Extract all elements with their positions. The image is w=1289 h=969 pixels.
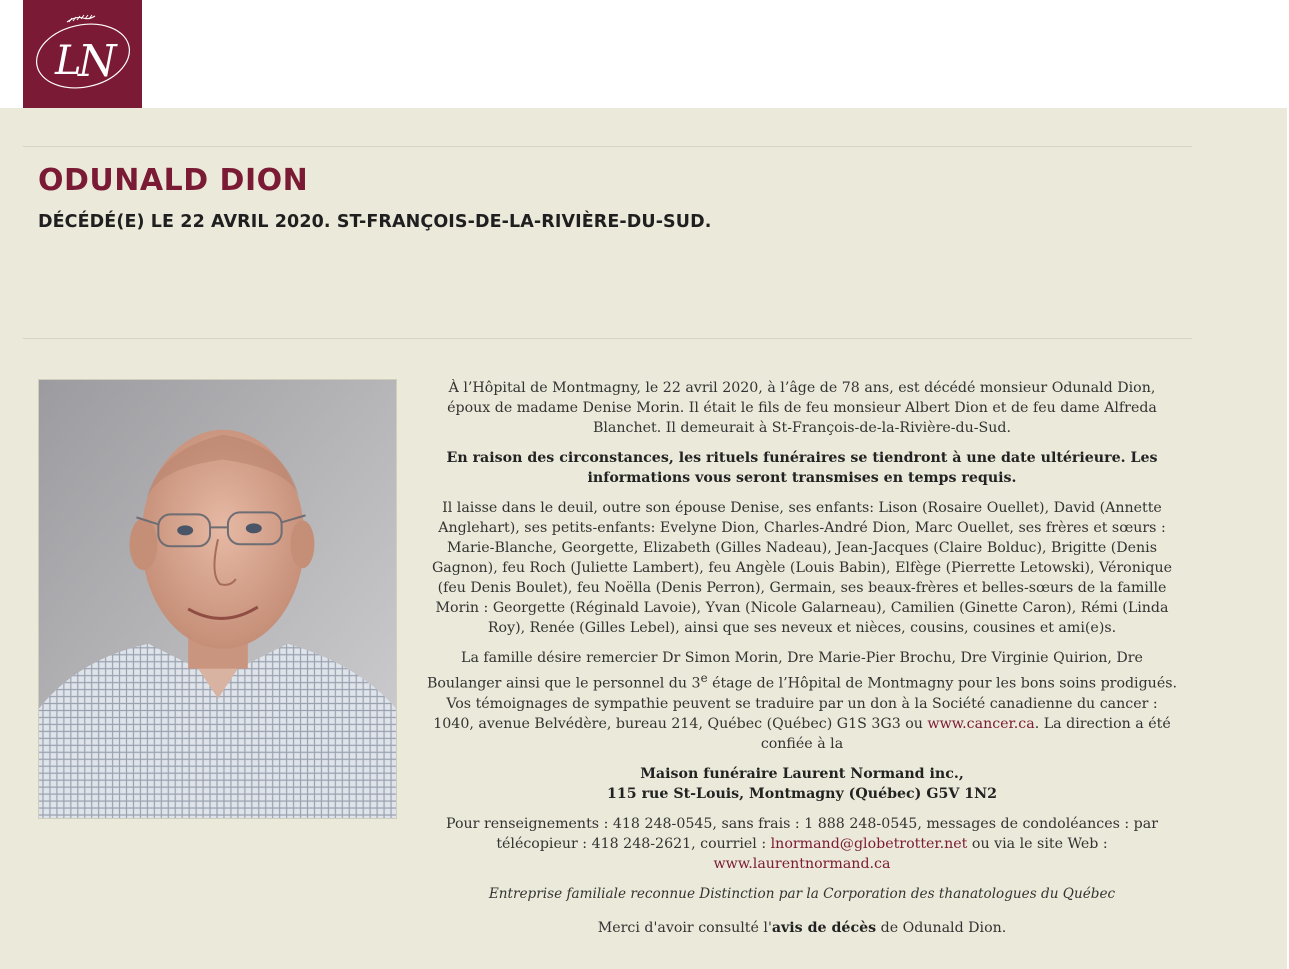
obituary-family: Il laisse dans le deuil, outre son épouse Denise, ses enfants: Lison (Rosaire Ouellet), David (Annette Anglehart), ses petits-enfants: Evelyne Dion, Charles-André Dion, Marc Ouellet, ses frères et sœurs : Marie-Blanche, Georgette, Elizabeth (Gilles Nadeau), Jean-Jacques (Claire Bolduc), Brigitte (Denis Gagnon), feu Roch (Juliette Lambert), feu Angèle (Louis Babin), Elfège (Pierrette Letowski), Véronique (feu Denis Boulet), feu Noëlla (Denis Perron), Germain, ses beaux-frères et belles-sœurs de la famille Morin : Georgette (Réginald Lavoie), Yvan (Nicole Galarneau), Camilien (Ginette Caron), Rémi (Linda Roy), Renée (Gilles Lebel), ainsi que ses neveux et nièces, cousins, cousines et ami(e)s.: [431, 500, 1173, 636]
email-link[interactable]: lnormand@globetrotter.net: [770, 835, 968, 852]
contact-text-a: Pour renseignements : 418 248-0545, sans frais : 1 888 248-0545, messages de condoléances : par télécopieur : 418 248-2621, courriel :: [446, 815, 1158, 852]
cancer-link[interactable]: www.cancer.ca: [927, 715, 1035, 732]
obituary-notice: [425, 448, 1179, 488]
divider: [23, 338, 1192, 339]
funeral-home: [425, 764, 1179, 804]
death-date-location: DÉCÉDÉ(E) LE 22 AVRIL 2020. ST-FRANÇOIS-DE-LA-RIVIÈRE-DU-SUD.: [38, 212, 712, 232]
deceased-photo: [38, 379, 397, 819]
obituary-intro: À l’Hôpital de Montmagny, le 22 avril 2020, à l’âge de 78 ans, est décédé monsieur Odunald Dion, époux de madame Denise Morin. Il était le fils de feu monsieur Albert Dion et de feu dame Alfreda Blanchet. Il demeurait à St-François-de-la-Rivière-du-Sud.: [447, 380, 1157, 436]
contact-text-b: ou via le site Web :: [967, 835, 1108, 852]
funeral-home-name: Maison funéraire Laurent Normand inc.,: [640, 765, 964, 782]
obituary-text: [425, 378, 1179, 948]
svg-text:N: N: [78, 36, 117, 87]
contact-info: [425, 814, 1179, 874]
closing-text-b: de Odunald Dion.: [876, 919, 1007, 936]
ceremony-notice: En raison des circonstances, les rituels funéraires se tiendront à une date ultérieure. Les informations vous seront transmises en temps requis.: [446, 450, 1158, 486]
thanks-text-c: . La direction a été confiée à la: [760, 715, 1171, 752]
thanks-sup: e: [700, 671, 708, 685]
thanks-text-a: La famille désire remercier Dr Simon Morin, Dre Marie-Pier Brochu, Dre Virginie Quirion, Dre Boulanger ainsi que le personnel du 3: [426, 650, 1143, 692]
deceased-name: ODUNALD DION: [38, 163, 309, 198]
thanks-text-b: étage de l’Hôpital de Montmagny pour les bons soins prodigués. Vos témoignages de sympathie peuvent se traduire par un don à la Société canadienne du cancer : 1040, avenue Belvédère, bureau 214, Québec (Québec) G1S 3G3 ou: [433, 675, 1178, 732]
site-header: [0, 0, 1289, 108]
distinction-note: Entreprise familiale reconnue Distinction par la Corporation des thanatologues du Québec: [488, 885, 1116, 902]
logo-monogram-icon: [23, 0, 142, 108]
funeral-home-address: 115 rue St-Louis, Montmagny (Québec) G5V 1N2: [607, 785, 997, 802]
obituary-thanks-paragraph: [425, 648, 1179, 754]
website-link[interactable]: www.laurentnormand.ca: [713, 855, 891, 872]
site-logo[interactable]: [23, 0, 142, 108]
divider: [23, 146, 1192, 147]
closing-bold: avis de décès: [771, 919, 877, 936]
closing-thanks: [425, 918, 1179, 938]
closing-text-a: Merci d'avoir consulté l': [597, 919, 772, 936]
obituary-section: [0, 108, 1289, 969]
svg-text:L: L: [55, 38, 82, 84]
